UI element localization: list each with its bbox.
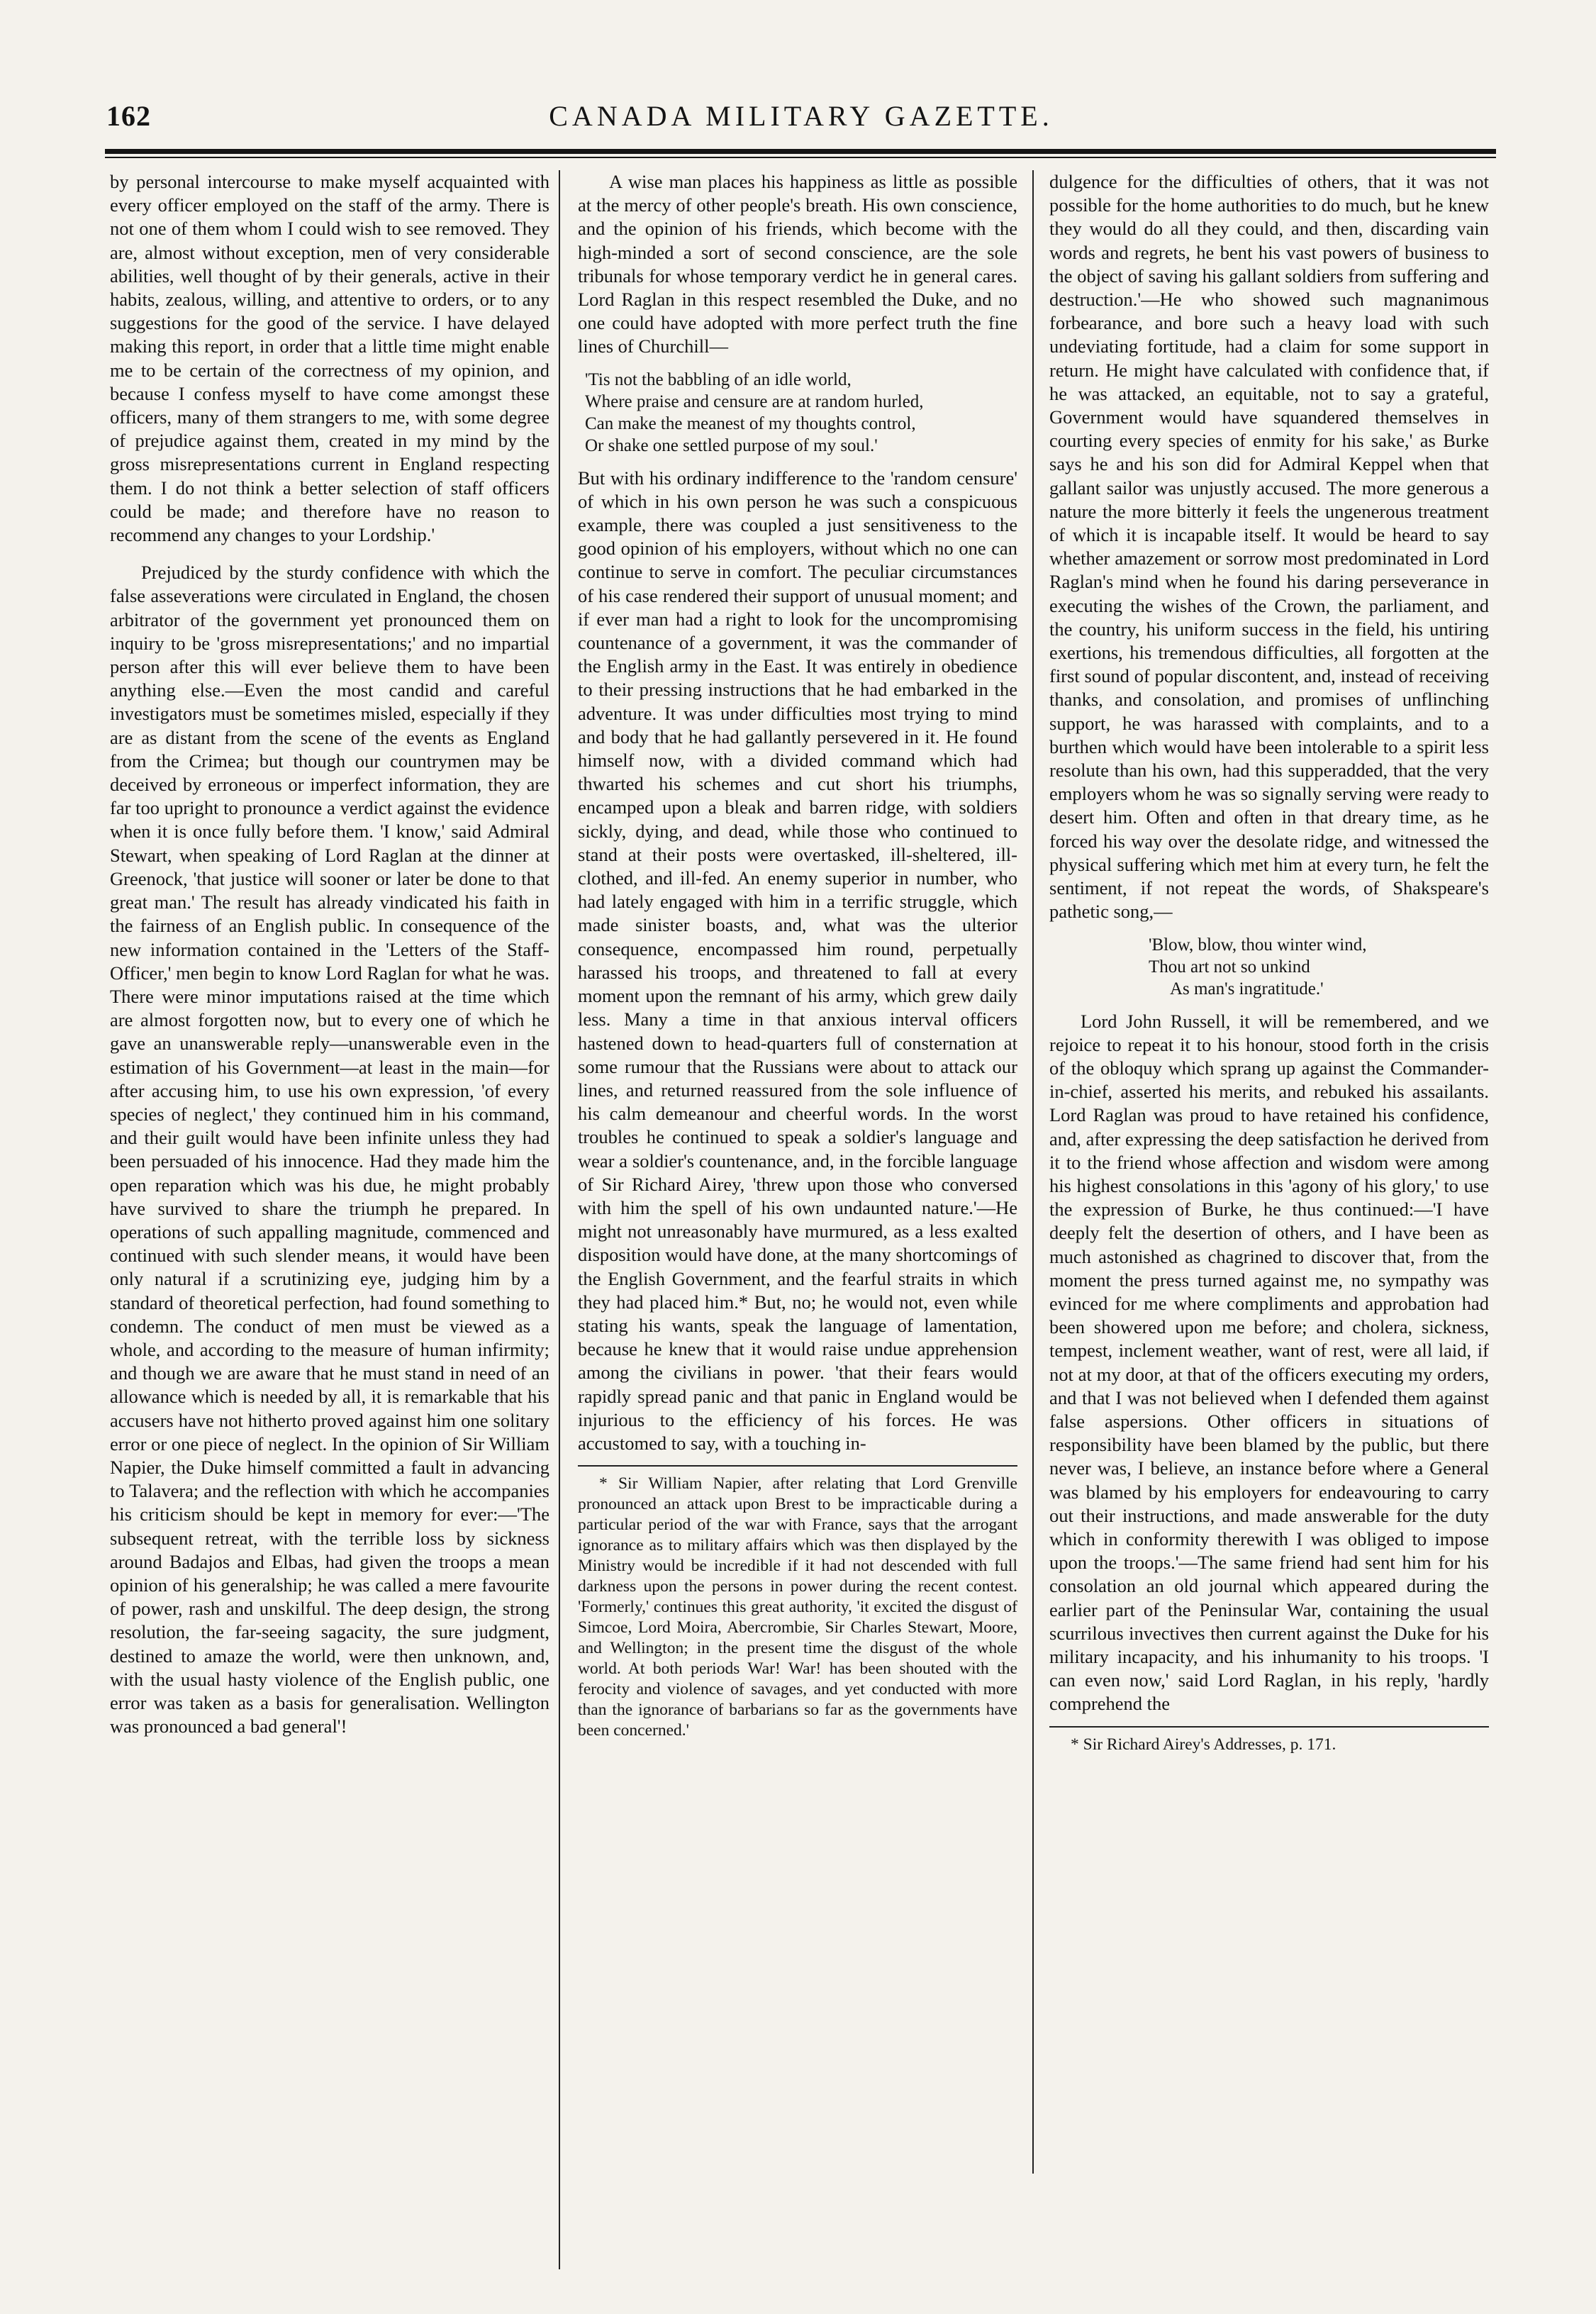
col3-paragraph-2: Lord John Russell, it will be remembered, and we rejoice to repeat it to his honour, stood forth in the crisis of the obloquy which sprang up against the Commander-in-chief, asserted his merits, and rebuked his assailants. Lord Raglan was proud to have retained his confidence, and, after expressing the deep satisfaction he derived from it to the friend whose affection and wisdom were among his highest consolations in this 'agony of his glory,' to use the expression of Burke, he thus continued:—'I have deeply felt the desertion of others, and I have been as much astonished as chagrined to discover that, from the moment the press turned against me, no sympathy was evinced for me where compliments and approbation had been showered upon me before; and cholera, sickness, tempest, inclement weather, want of rest, were all laid, if not at my door, at that of the officers executing my orders, and that I was not believed when I defended them against false aspersions. Other officers in situations of responsibility have been blamed by the public, but there never was, I believe, an instance before where a General was blamed by his employers for endeavouring to carry out their instructions, and made answerable for the duty which in conformity therewith I was obliged to impose upon the troops.'—The same friend had sent him for his consolation an old journal which appeared during the earlier part of the Peninsular War, containing the usual scurrilous invectives then current against the Duke for his military incapacity, and his inhumanity to his troops. 'I can even now,' said Lord Raglan, in his reply, 'hardly comprehend the [1049,1010,1489,1715]
column-2 [578,170,1017,1741]
footnote-text: * Sir Richard Airey's Addresses, p. 171. [1071,1735,1336,1754]
col3-footnote [1049,1735,1489,1755]
col2-paragraph-1: A wise man places his happiness as little as possible at the mercy of other people's breath. His own conscience, and the opinion of his friends, which become with the high-minded a sort of second conscience, are the sole tribunals for whose temporary verdict he in general cares. Lord Raglan in this respect resembled the Duke, and no one could have adopted with more perfect truth the fine lines of Churchill— [578,171,1017,357]
footnote-rule [578,1465,1017,1467]
header-rule-thin [105,157,1496,158]
verse-line: Or shake one settled purpose of my soul.' [585,435,878,455]
header-rule-thick [105,149,1496,154]
page-number: 162 [106,100,151,132]
column-divider-1 [559,170,560,2269]
col2-footnote [578,1474,1017,1741]
verse-line: Where praise and censure are at random hurled, [585,391,924,411]
churchill-verse [578,369,1017,457]
verse-line: 'Tis not the babbling of an idle world, [585,369,852,389]
col3-paragraph-1: dulgence for the difficulties of others, that it was not possible for the home authorities to do much, but he knew they would do all they could, and then, discarding vain words and regrets, he bent his vast powers of business to the object of saving his gallant soldiers from suffering and destruction.'—He who showed such magnanimous forbearance, and bore such a heavy load with such undeviating fortitude, had a claim for some support in return. He might have calculated with confidence that, if he was attacked, an equitable, not to say a grateful, Government would have squandered themselves in courting every species of enmity for his sake,' as Burke says he and his son did for Admiral Keppel when that gallant sailor was unjustly accused. The more generous a nature the more bitterly it feels the ungenerous treatment of which it is incapable itself. It would be heard to say whether amazement or sorrow most predominated in Lord Raglan's mind when he found his daring perseverance in executing the wishes of the Crown, the parliament, and the country, his uniform success in the field, his untiring exertions, his tremendous difficulties, all forgotten at the first sound of popular discontent, and, instead of receiving thanks, and consolation, and promises of unflinching support, he was harassed with complaints, and to a burthen which would have been intolerable to a spirit less resolute than his own, had this supperadded, that the very employers whom he was so signally serving were ready to desert him. Often and often in that dreary time, as he forced his way over the desolate ridge, and witnessed the physical suffering which met him at every turn, he felt the sentiment, if not repeat the words, of Shakspeare's pathetic song,— [1049,171,1489,923]
column-3 [1049,170,1489,1755]
footnote-rule [1049,1726,1489,1728]
running-title: CANADA MILITARY GAZETTE. [549,100,1054,132]
footnote-text: * Sir William Napier, after relating that Lord Grenville pronounced an attack upon Brest to be impracticable during a particular period of the war with France, says that the arrogant ignorance as to military affairs which was then displayed by the Ministry would be incredible if it had not descended with full darkness upon the persons in power during the recent contest. 'Formerly,' continues this great authority, 'it excited the disgust of Simcoe, Lord Moira, Abercrombie, Sir Charles Stewart, Moore, and Wellington; in the present time the disgust of the whole world. At both periods War! War! has been shouted with the ferocity and violence of savages, and yet conducted with more than the ignorance of barbarians so far as the governments have been concerned.' [578,1474,1017,1740]
page-header [106,99,1496,142]
verse-line: 'Blow, blow, thou winter wind, [1149,935,1367,955]
verse-line: Thou art not so unkind [1149,957,1310,977]
col2-paragraph-2: But with his ordinary indifference to the 'random censure' of which in his own person he was such a conspicuous example, there was coupled a just sensitiveness to the good opinion of his employers, without which no one can continue to serve in comfort. The peculiar circumstances of his case rendered their support of unusual moment; and if ever man had a right to look for the uncompromising countenance of a government, it was the commander of the English army in the East. It was entirely in obedience to their pressing instructions that he had embarked in the adventure. It was under difficulties most trying to mind and body that he had gallantly persevered in it. He found himself now, with a divided command which had thwarted his schemes and cut short his triumphs, encamped upon a bleak and barren ridge, with soldiers sickly, dying, and dead, while those who continued to stand at their posts were overtasked, ill-sheltered, ill-clothed, and ill-fed. An enemy superior in number, who had lately engaged with him in a terrific struggle, which made sinister boasts, and, what was the ulterior consequence, encompassed him round, perpetually harassed his troops, and threatened to fall at every moment upon the remnant of his army, which grew daily less. Many a time in that anxious interval officers hastened down to head-quarters full of consternation at some rumour that the Russians were about to attack our lines, and returned reassured from the sole influence of his calm demeanour and cheerful words. In the worst troubles he continued to speak a soldier's language and wear a soldier's countenance, and, in the forcible language of Sir Richard Airey, 'threw upon those who conversed with him the spell of his own undaunted nature.'—He might not unreasonably have murmured, as a less exalted disposition would have done, at the many shortcomings of the English Government, and the fearful straits in which they had placed him.* But, no; he would not, even while stating his wants, speak the language of lamentation, because he knew that it would raise undue apprehension among the civilians in power. 'that their fears would rapidly spread panic and that panic in England would be injurious to the efficiency of his forces. He was accustomed to say, with a touching in- [578,467,1017,1454]
verse-line: As man's ingratitude.' [1170,979,1324,999]
shakespeare-verse [1049,934,1489,1000]
column-divider-2 [1032,170,1034,2174]
verse-line: Can make the meanest of my thoughts control, [585,413,916,433]
col1-paragraph-2: Prejudiced by the sturdy confidence with which the false asseverations were circulated in England, the chosen arbitrator of the government yet pronounced them on inquiry to be 'gross misrepresentations;' and no impartial person after this will ever believe them to have been anything else.—Even the most candid and careful investigators must be sometimes misled, especially if they are as distant from the scene of the events as England from the Crimea; but though our countrymen may be deceived by erroneous or imperfect information, they are far too upright to pronounce a verdict against the evidence when it is once fully before them. 'I know,' said Admiral Stewart, when speaking of Lord Raglan at the dinner at Greenock, 'that justice will sooner or later be done to that great man.' The result has already vindicated his faith in the fairness of an English public. In consequence of the new information contained in the 'Letters of the Staff-Officer,' men begin to know Lord Raglan for what he was. There were minor imputations raised at the time which are almost forgotten now, but to every one of which he gave an unanswerable reply—unanswerable even in the estimation of his Government—at least in the main—for after accusing him, to use his own expression, 'of every species of neglect,' they continued him in his command, and their guilt would have been infinite unless they had been persuaded of his innocence. Had they made him the open reparation which was his due, he might probably have survived to share the triumph he prepared. In operations of such appalling magnitude, commenced and continued with such slender means, it would have been only natural if a scrutinizing eye, judging him by a standard of theoretical perfection, had found something to condemn. The conduct of men must be viewed as a whole, and according to the measure of human infirmity; and though we are aware that he must stand in need of an allowance which is needed by all, it is remarkable that his accusers have not hitherto proved against him one solitary error or one piece of neglect. In the opinion of Sir William Napier, the Duke himself committed a fault in advancing to Talavera; and the reflection with which he accompanies his criticism should be kept in memory for ever:—'The subsequent retreat, with the terrible loss by sickness around Badajos and Elbas, had given the troops a mean opinion of his generalship; he was called a mere favourite of power, rash and unskilful. The deep design, the strong resolution, the far-seeing sagacity, the sure judgment, destined to amaze the world, were then unknown, and, with the usual hasty violence of the English public, one error was taken as a basis for generalisation. Wellington was pronounced a bad general'! [110,562,549,1737]
col1-paragraph-1: by personal intercourse to make myself acquainted with every officer employed on the staff of the army. There is not one of them whom I could wish to see removed. They are, almost without exception, men of very considerable abilities, well thought of by their generals, active in their habits, zealous, willing, and attentive to orders, or to any suggestions for the good of the service. I have delayed making this report, in order that a little time might enable me to be certain of the correctness of my opinion, and because I confess myself to have come amongst these officers, many of them strangers to me, with some degree of prejudice against them, created in my mind by the gross misrepresentations current in England respecting them. I do not think a better selection of staff officers could be made; and therefore have no reason to recommend any changes to your Lordship.' [110,171,549,546]
column-1 [110,170,549,1738]
